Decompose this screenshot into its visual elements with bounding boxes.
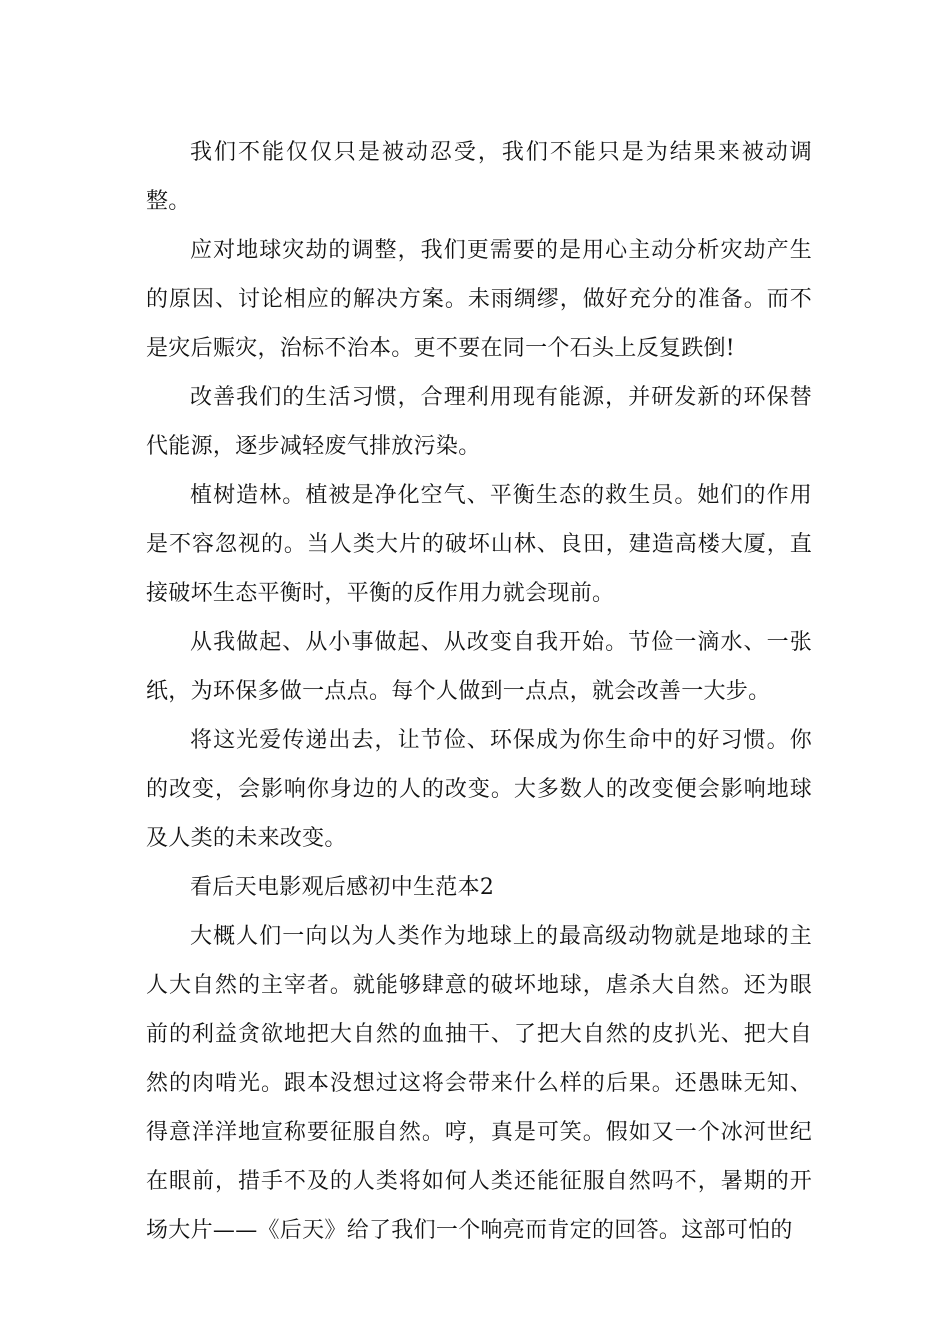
section-heading: 看后天电影观后感初中生范本2	[190, 875, 495, 900]
paragraph-3: 改善我们的生活习惯，合理利用现有能源，并研发新的环保替代能源，逐步减轻废气排放污染。	[146, 385, 812, 459]
paragraph-2: 应对地球灾劫的调整，我们更需要的是用心主动分析灾劫产生的原因、讨论相应的解决方案。未雨绸缪，做好充分的准备。而不是灾后赈灾，治标不治本。更不要在同一个石头上反复跌倒!	[146, 238, 812, 361]
paragraph-4: 植树造林。植被是净化空气、平衡生态的救生员。她们的作用是不容忽视的。当人类大片的破坏山林、良田，建造高楼大厦，直接破坏生态平衡时，平衡的反作用力就会现前。	[146, 483, 812, 606]
document-body	[146, 128, 812, 1255]
paragraph-5: 从我做起、从小事做起、从改变自我开始。节俭一滴水、一张纸，为环保多做一点点。每个人做到一点点，就会改善一大步。	[146, 630, 812, 704]
paragraph-1: 我们不能仅仅只是被动忍受，我们不能只是为结果来被动调整。	[146, 140, 812, 214]
paragraph-6: 将这光爱传递出去，让节俭、环保成为你生命中的好习惯。你的改变，会影响你身边的人的改变。大多数人的改变便会影响地球及人类的未来改变。	[146, 728, 812, 851]
paragraph-7: 大概人们一向以为人类作为地球上的最高级动物就是地球的主人大自然的主宰者。就能够肆意的破坏地球，虐杀大自然。还为眼前的利益贪欲地把大自然的血抽干、了把大自然的皮扒光、把大自然的肉啃光。跟本没想过这将会带来什么样的后果。还愚昧无知、得意洋洋地宣称要征服自然。哼，真是可笑。假如又一个冰河世纪在眼前，措手不及的人类将如何人类还能征服自然吗不，暑期的开场大片——《后天》给了我们一个响亮而肯定的回答。这部可怕的	[146, 924, 812, 1243]
